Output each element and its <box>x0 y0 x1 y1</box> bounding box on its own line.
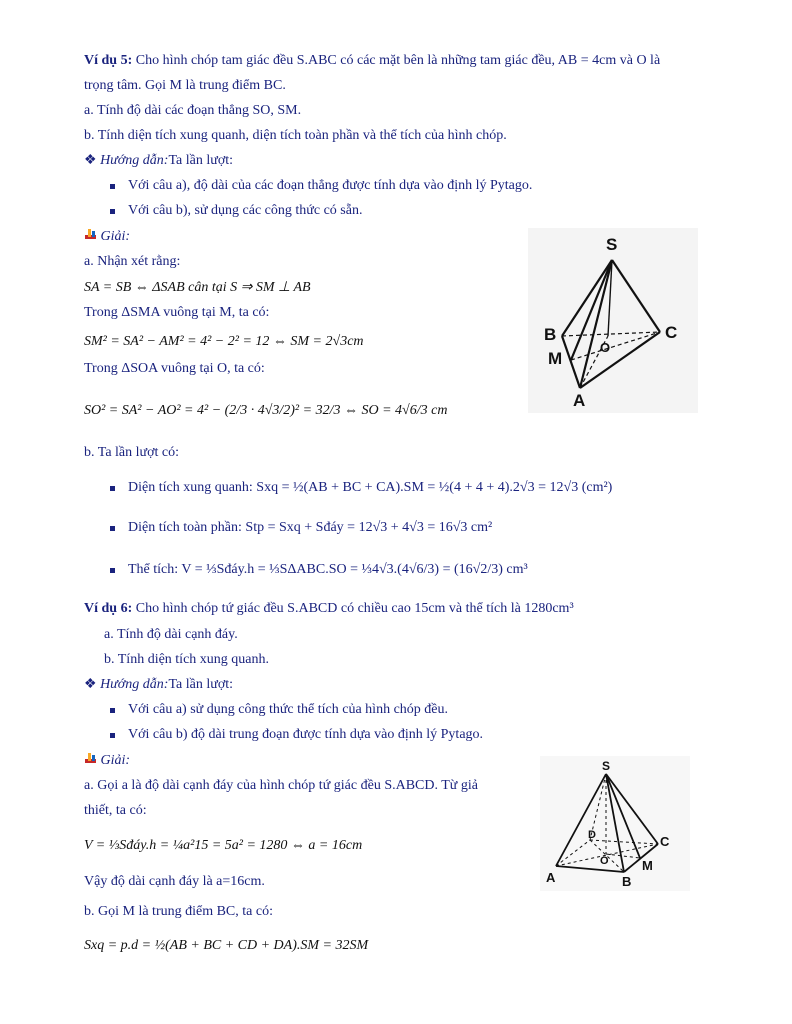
ex6-conclusion: Vậy độ dài cạnh đáy là a=16cm. <box>84 874 265 889</box>
ex6-solution-label: Giải: <box>100 753 131 768</box>
fig5-label-c: C <box>665 323 678 342</box>
ex6-statement-line <box>84 600 574 618</box>
ex5-eq-sm: SM² = SA² − AM² = 4² − 2² = 12 ⇔ SM = 2√3cm <box>84 334 364 349</box>
ex6-part-a: a. Tính độ dài cạnh đáy. <box>104 627 238 642</box>
square-bullet-icon <box>110 733 115 738</box>
ex6-solution <box>84 752 130 770</box>
diamond-bullet-icon: ❖ <box>84 677 97 692</box>
ex6-pyramid-figure <box>540 756 690 891</box>
ex5-part-b: b. Tính diện tích xung quanh, diện tích toàn phần và thể tích của hình chóp. <box>84 128 507 143</box>
fig6-label-s: S <box>602 759 611 773</box>
ex5-tri-soa: Trong ΔSOA vuông tại O, ta có: <box>84 361 265 376</box>
ex6-sol-b: b. Gọi M là trung điểm BC, ta có: <box>84 904 273 919</box>
fig6-label-a: A <box>546 870 556 885</box>
ex6-eq-v: V = ⅓Sđáy.h = ¼a²15 = 5a² = 1280 ⇔ a = 16cm <box>84 838 363 853</box>
ex5-guide-1: Với câu a), độ dài của các đoạn thẳng được tính dựa vào định lý Pytago. <box>128 178 533 193</box>
ex6-guide-1: Với câu a) sử dụng công thức thể tích của hình chóp đều. <box>128 702 448 717</box>
ex5-bullet-stp: Diện tích toàn phần: Stp = Sxq + Sđáy = 12√3 + 4√3 = 16√3 cm² <box>128 520 493 535</box>
ex6-title: Ví dụ 6: <box>84 601 133 616</box>
fig5-label-m: M <box>548 349 563 368</box>
ex5-statement-1: Cho hình chóp tam giác đều S.ABC có các mặt bên là những tam giác đều, AB = 4cm và O là <box>135 53 661 68</box>
ex5-pyramid-figure <box>528 228 698 413</box>
ex5-tri-sma: Trong ΔSMA vuông tại M, ta có: <box>84 305 270 320</box>
ex6-sol-a-1: a. Gọi a là độ dài cạnh đáy của hình chóp tứ giác đều S.ABCD. Từ giả <box>84 778 478 793</box>
ex5-bullet-sxq: Diện tích xung quanh: Sxq = ½(AB + BC + CA).SM = ½(4 + 4 + 4).2√3 = 12√3 (cm²) <box>128 480 613 495</box>
ex5-guide <box>84 152 233 170</box>
ex6-guide-label: Hướng dẫn: <box>100 677 169 692</box>
fig6-label-m: M <box>642 858 653 873</box>
fig5-label-s: S <box>606 235 618 254</box>
ex6-eq-sxq: Sxq = p.d = ½(AB + BC + CD + DA).SM = 32SM <box>84 938 369 953</box>
ex6-statement: Cho hình chóp tứ giác đều S.ABCD có chiều cao 15cm và thể tích là 1280cm³ <box>135 601 574 616</box>
ex6-guide-text: Ta lần lượt: <box>168 677 234 692</box>
ex5-eq-sab: SA = SB ⇔ ΔSAB cân tại S ⇒ SM ⊥ AB <box>84 280 311 295</box>
square-bullet-icon <box>110 708 115 713</box>
ex5-guide-label: Hướng dẫn: <box>100 153 169 168</box>
ex5-sol-a: a. Nhận xét rằng: <box>84 254 181 269</box>
fig5-label-o: O <box>600 340 611 355</box>
fig5-label-a: A <box>573 391 586 410</box>
pencil-icon <box>84 752 97 765</box>
fig6-label-c: C <box>660 834 670 849</box>
ex5-solution-label: Giải: <box>100 229 131 244</box>
ex5-guide-2: Với câu b), sử dụng các công thức có sẵn. <box>128 203 363 218</box>
fig6-label-d: D <box>588 829 596 841</box>
fig6-label-o: O <box>600 855 609 867</box>
ex6-guide <box>84 676 233 694</box>
ex5-bullet-v: Thể tích: V = ⅓Sđáy.h = ⅓SΔABC.SO = ⅓4√3.(4√6/3) = (16√2/3) cm³ <box>128 562 528 577</box>
ex6-guide-2: Với câu b) độ dài trung đoạn được tính dựa vào định lý Pytago. <box>128 727 484 742</box>
ex5-solution <box>84 228 130 246</box>
square-bullet-icon <box>110 184 115 189</box>
ex5-eq-so: SO² = SA² − AO² = 4² − (2/3 · 4√3/2)² = 32/3 ⇔ SO = 4√6/3 cm <box>84 403 448 418</box>
square-bullet-icon <box>110 209 115 214</box>
square-bullet-icon <box>110 526 115 531</box>
ex5-statement-line-1 <box>84 52 660 70</box>
ex5-title: Ví dụ 5: <box>84 53 133 68</box>
pencil-icon <box>84 228 97 241</box>
square-bullet-icon <box>110 568 115 573</box>
fig6-label-b: B <box>622 874 632 889</box>
ex6-part-b: b. Tính diện tích xung quanh. <box>104 652 269 667</box>
diamond-bullet-icon: ❖ <box>84 153 97 168</box>
ex5-sol-b: b. Ta lần lượt có: <box>84 445 180 460</box>
ex5-statement-2: trọng tâm. Gọi M là trung điểm BC. <box>84 78 286 93</box>
ex5-guide-text: Ta lần lượt: <box>168 153 234 168</box>
ex5-part-a: a. Tính độ dài các đoạn thẳng SO, SM. <box>84 103 302 118</box>
ex6-sol-a-2: thiết, ta có: <box>84 803 147 818</box>
fig5-label-b: B <box>544 325 557 344</box>
square-bullet-icon <box>110 486 115 491</box>
